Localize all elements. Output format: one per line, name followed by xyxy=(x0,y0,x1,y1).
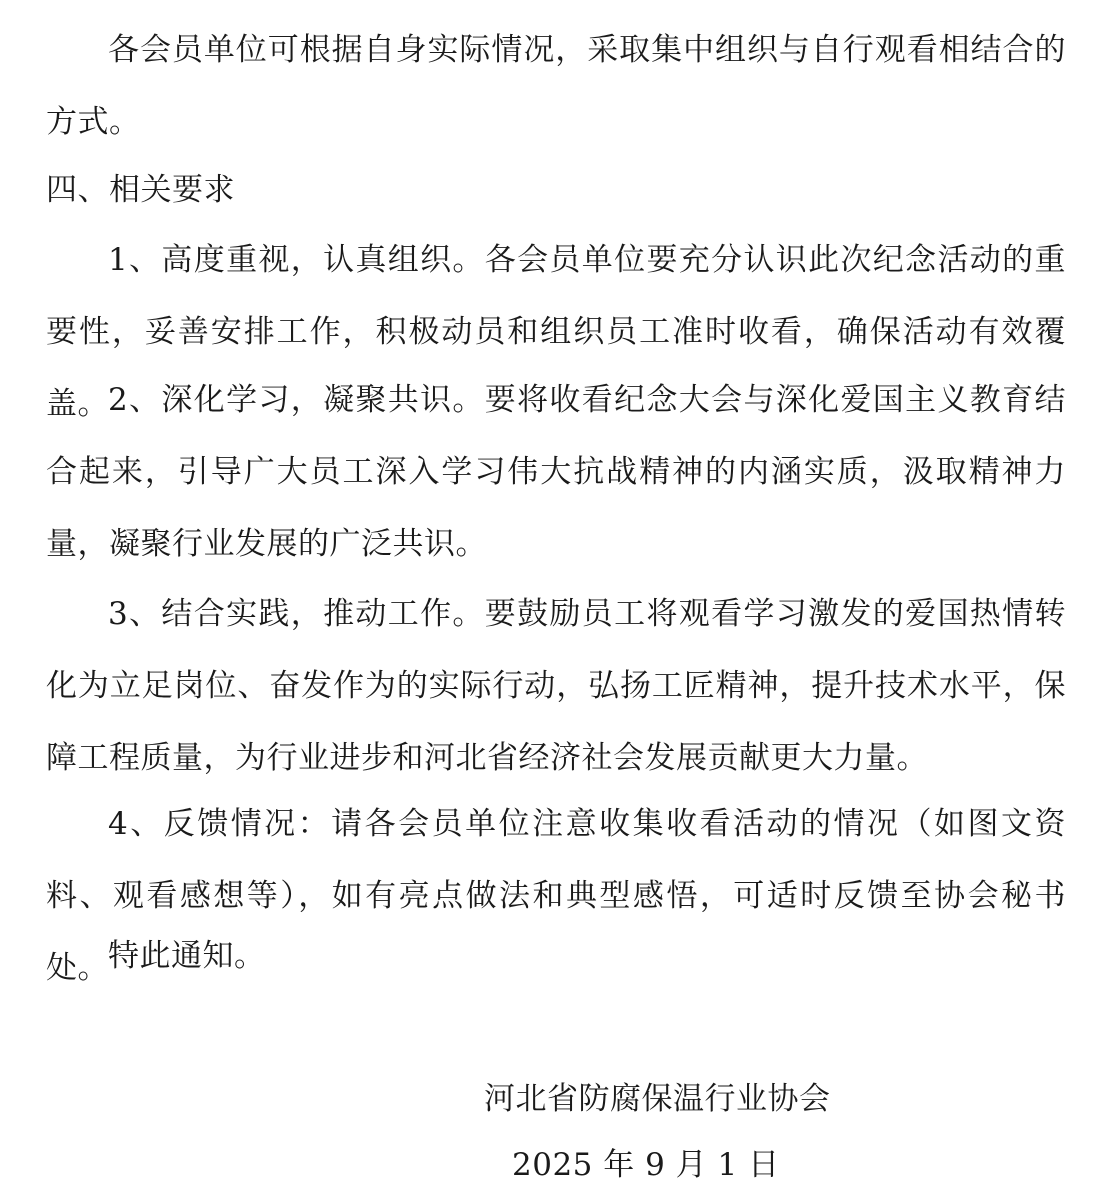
closing-line: 特此通知。 xyxy=(108,938,266,974)
requirement-2-paragraph: 2、深化学习，凝聚共识。要将收看纪念大会与深化爱国主义教育结合起来，引导广大员工深入学习伟大抗战精神的内涵实质，汲取精神力量，凝聚行业发展的广泛共识。 xyxy=(46,382,1066,562)
requirement-1-paragraph: 1、高度重视，认真组织。各会员单位要充分认识此次纪念活动的重要性，妥善安排工作，积极动员和组织员工准时收看，确保活动有效覆盖。 xyxy=(46,242,1066,422)
section-heading-requirements: 四、相关要求 xyxy=(46,172,235,208)
signature-date: 2025 年 9 月 1 日 xyxy=(512,1147,780,1183)
requirement-3-paragraph: 3、结合实践，推动工作。要鼓励员工将观看学习激发的爱国热情转化为立足岗位、奋发作为的实际行动，弘扬工匠精神，提升技术水平，保障工程质量，为行业进步和河北省经济社会发展贡献更大力量。 xyxy=(46,596,1066,776)
signature-organization: 河北省防腐保温行业协会 xyxy=(484,1081,831,1117)
requirement-4-paragraph: 4、反馈情况：请各会员单位注意收集收看活动的情况（如图文资料、观看感想等），如有亮点做法和典型感悟，可适时反馈至协会秘书处。 xyxy=(46,806,1066,986)
paragraph-viewing-method: 各会员单位可根据自身实际情况，采取集中组织与自行观看相结合的方式。 xyxy=(46,32,1066,140)
